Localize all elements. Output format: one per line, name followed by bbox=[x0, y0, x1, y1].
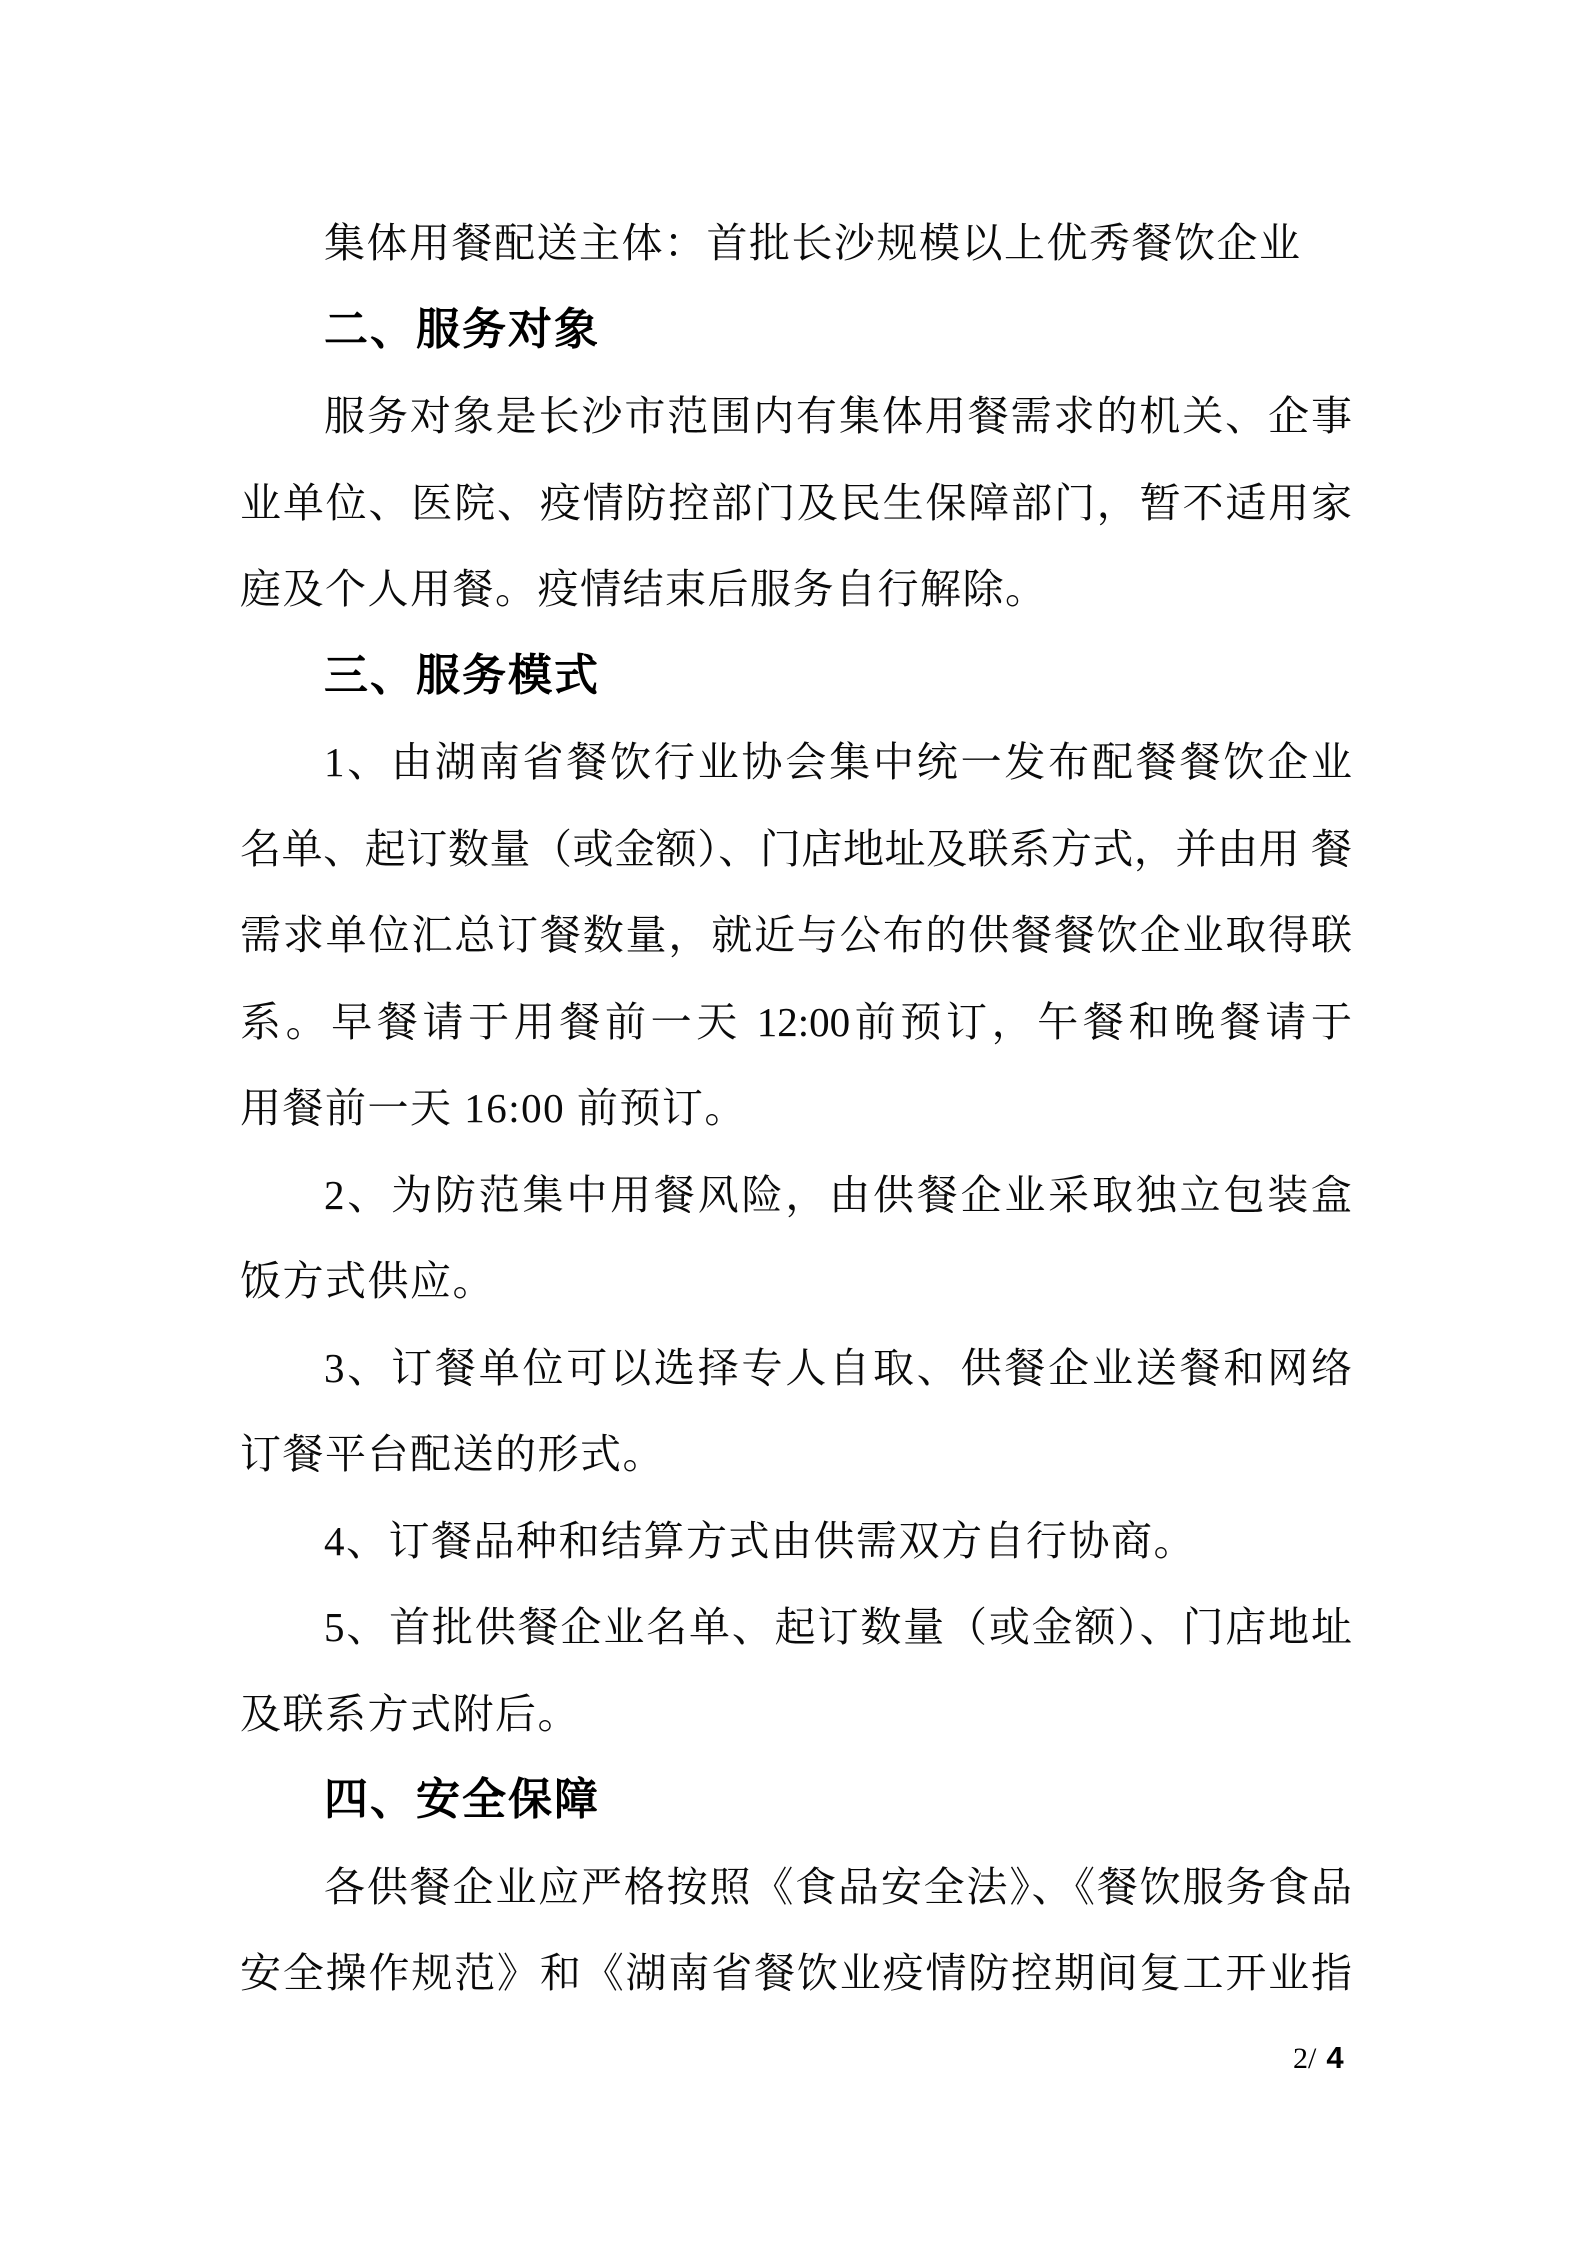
body-line: 2、为防范集中用餐风险，由供餐企业采取独立包装盒 bbox=[324, 1171, 1352, 1218]
page-number-total: 4 bbox=[1326, 2040, 1344, 2075]
page-number-current: 2/ bbox=[1293, 2042, 1317, 2075]
body-line: 订餐平台配送的形式。 bbox=[240, 1431, 665, 1477]
body-line: 集体用餐配送主体：首批长沙规模以上优秀餐饮企业 bbox=[324, 220, 1302, 266]
body-line: 庭及个人用餐。疫情结束后服务自行解除。 bbox=[240, 566, 1048, 612]
body-line: 安全操作规范》和《湖南省餐饮业疫情防控期间复工开业指 bbox=[240, 1950, 1352, 1996]
body-line: 系。早餐请于用餐前一天 12:00前预订，午餐和晚餐请于 bbox=[240, 998, 1352, 1045]
body-line: 服务对象是长沙市范围内有集体用餐需求的机关、企事 bbox=[324, 393, 1352, 439]
body-line: 业单位、医院、疫情防控部门及民生保障部门，暂不适用家 bbox=[240, 479, 1352, 526]
body-line: 及联系方式附后。 bbox=[240, 1690, 580, 1737]
section-heading-2: 二、服务对象 bbox=[324, 304, 600, 354]
body-line: 3、订餐单位可以选择专人自取、供餐企业送餐和网络 bbox=[324, 1344, 1352, 1391]
body-line: 4、订餐品种和结算方式由供需双方自行协商。 bbox=[324, 1517, 1196, 1564]
document-body bbox=[240, 200, 1352, 2017]
section-heading-4: 四、安全保障 bbox=[324, 1775, 600, 1824]
section-heading-3: 三、服务模式 bbox=[324, 650, 600, 700]
body-line: 各供餐企业应严格按照《食品安全法》、《餐饮服务食品 bbox=[324, 1863, 1352, 1910]
body-line: 需求单位汇总订餐数量，就近与公布的供餐餐饮企业取得联 bbox=[240, 912, 1352, 958]
page-number bbox=[1293, 2040, 1344, 2076]
body-line: 饭方式供应。 bbox=[240, 1258, 495, 1304]
body-line: 1、由湖南省餐饮行业协会集中统一发布配餐餐饮企业 bbox=[324, 739, 1352, 785]
body-line: 名单、起订数量（或金额）、门店地址及联系方式，并由用 餐 bbox=[240, 825, 1352, 872]
body-line: 5、首批供餐企业名单、起订数量（或金额）、门店地址 bbox=[324, 1604, 1352, 1650]
body-line: 用餐前一天 16:00 前预订。 bbox=[240, 1085, 747, 1131]
